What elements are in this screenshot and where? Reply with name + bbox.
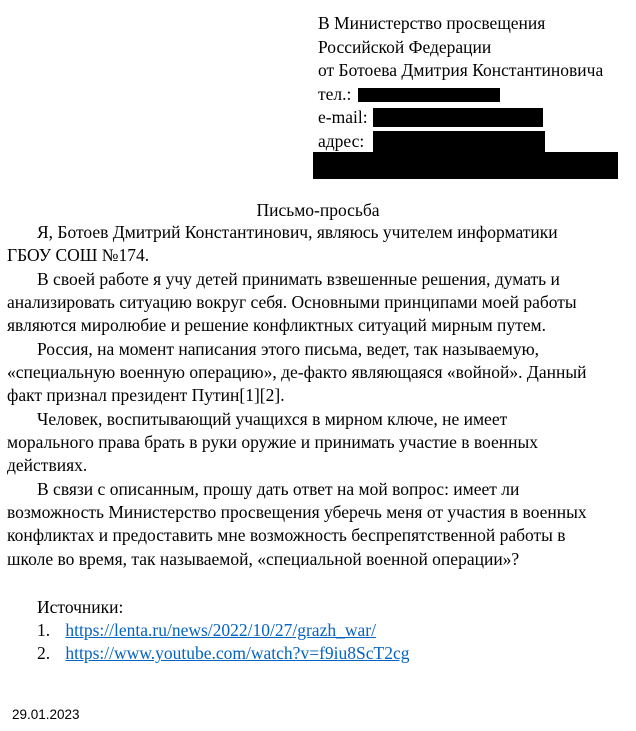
source-number: 1. (37, 620, 51, 640)
letter-line: факт признал президент Путин[1][2]. (7, 385, 285, 405)
document-date: 29.01.2023 (12, 707, 80, 722)
letter-line: морального права брать в руки оружие и принимать участие в военных (7, 432, 538, 452)
letter-line: Человек, воспитывающий учащихся в мирном ключе, не имеет (37, 409, 508, 429)
letter-line: Россия, на момент написания этого письма, ведет, так называемую, (37, 339, 540, 359)
letter-line: являются миролюбие и решение конфликтных ситуаций мирным путем. (7, 315, 547, 335)
address-redaction (373, 131, 545, 153)
letter-line: школе во время, так называемой, «специальной военной операции»? (7, 549, 520, 569)
sources-title: Источники: (37, 597, 124, 617)
addressee-block (318, 12, 634, 153)
letter-line: ГБОУ СОШ №174. (7, 245, 150, 265)
address-label: адрес: (318, 130, 365, 151)
letter-line: «специальную военную операцию», де-факто являющаяся «войной». Данный (7, 362, 587, 382)
phone-row (318, 83, 634, 107)
address-row (318, 130, 634, 154)
addressee-line-3: от Ботоева Дмитрия Константиновича (318, 60, 604, 80)
letter-line: В связи с описанным, прошу дать ответ на мой вопрос: имеет ли (37, 479, 520, 499)
email-redaction (373, 108, 543, 127)
letter-line: действиях. (7, 455, 88, 475)
source-number: 2. (37, 643, 51, 663)
letter-line: конфликтах и предоставить мне возможность беспрепятственной работы в (7, 525, 566, 545)
source-item-1 (37, 619, 376, 642)
email-row (318, 106, 634, 130)
phone-label: тел.: (318, 83, 352, 104)
email-label: e-mail: (318, 107, 368, 127)
letter-line: анализировать ситуацию вокруг себя. Основными принципами моей работы (7, 292, 577, 312)
letter-line: Я, Ботоев Дмитрий Константинович, являюсь учителем информатики (37, 222, 558, 242)
source-item-2 (37, 642, 409, 665)
source-link-lenta[interactable]: https://lenta.ru/news/2022/10/27/grazh_war/ (65, 620, 376, 640)
addressee-line-2: Российской Федерации (318, 36, 492, 57)
address-redaction-continued (313, 152, 618, 179)
addressee-line-1: В Министерство просвещения (318, 13, 546, 33)
letter-title: Письмо-просьба (256, 200, 380, 220)
source-link-youtube[interactable]: https://www.youtube.com/watch?v=f9iu8ScT2cg (65, 643, 410, 663)
letter-line: В своей работе я учу детей принимать взвешенные решения, думать и (37, 269, 560, 289)
letter-line: возможность Министерство просвещения уберечь меня от участия в военных (7, 502, 587, 522)
phone-redaction (358, 88, 500, 102)
